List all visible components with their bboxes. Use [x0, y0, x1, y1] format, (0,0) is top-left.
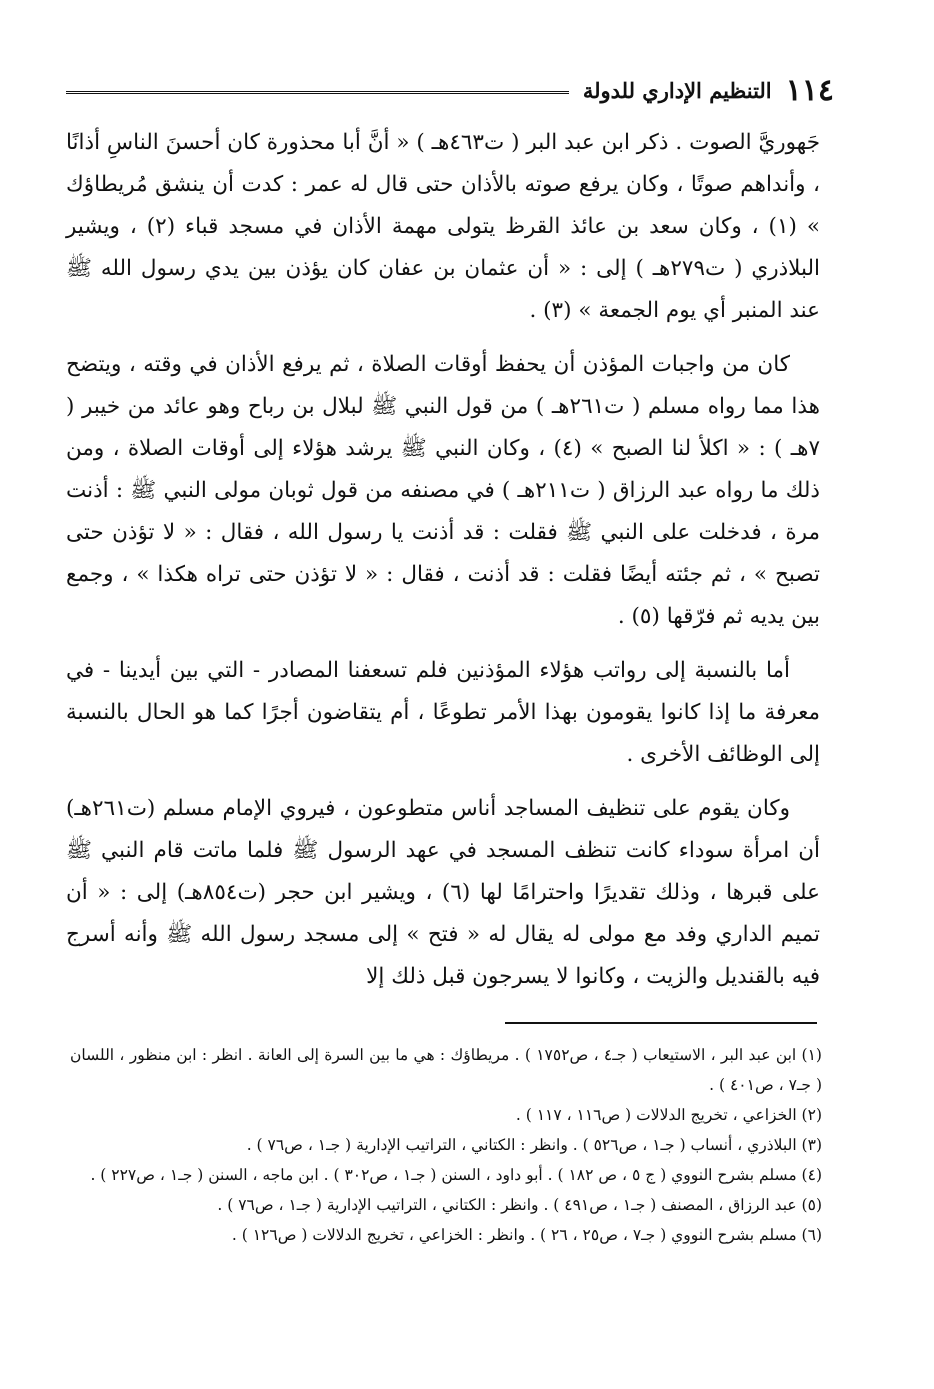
footnote: (٢) الخزاعي ، تخريج الدلالات ( ص١١٦ ، ١١٧ ) . — [515, 1106, 822, 1124]
header-rule — [66, 91, 569, 94]
page-header — [66, 68, 834, 112]
running-title: التنظيم الإداري للدولة — [582, 77, 772, 103]
paragraph: أما بالنسبة إلى رواتب هؤلاء المؤذنين فلم تسعفنا المصادر - التي بين أيدينا - في معرفة ما إذا كانوا يقومون بهذا الأمر تطوعًا ، أم يتقاضون أجرًا كما هو الحال بالنسبة إلى الوظائف الأخرى . — [66, 658, 820, 767]
footnote: (٥) عبد الرزاق ، المصنف ( جـ١ ، ص٤٩١ ) . وانظر : الكتاني ، التراتيب الإدارية ( جـ١ ، ص٧٦ ) . — [217, 1196, 822, 1214]
footnote: (١) ابن عبد البر ، الاستيعاب ( جـ٤ ، ص١٧٥٢ ) . مريطاؤك : هي ما بين السرة إلى العانة . انظر : ابن منظور ، اللسان ( جـ٧ ، ص٤٠١ ) . — [70, 1046, 822, 1094]
footnotes — [70, 1040, 822, 1250]
footnote-separator — [505, 1022, 817, 1024]
paragraph: كان من واجبات المؤذن أن يحفظ أوقات الصلاة ، ثم يرفع الأذان في وقته ، ويتضح هذا مما رواه مسلم ( ت٢٦١هـ ) من قول النبي ﷺ لبلال بن رباح وهو عائد من خيبر ( ٧هـ ) : « اكلأ لنا الصبح » (٤) ، وكان النبي ﷺ يرشد هؤلاء إلى أوقات الصلاة ، ومن ذلك ما رواه عبد الرزاق ( ت٢١١هـ ) في مصنفه من قول ثوبان مولى النبي ﷺ : أذنت مرة ، فدخلت على النبي ﷺ فقلت : قد أذنت يا رسول الله ، فقال : « لا تؤذن حتى تصبح » ، ثم جئته أيضًا فقلت : قد أذنت ، فقال : « لا تؤذن حتى تراه هكذا » ، وجمع بين يديه ثم فرّقها (٥) . — [66, 352, 820, 629]
main-text — [66, 122, 820, 1010]
footnote: (٤) مسلم بشرح النووي ( ج ٥ ، ص ١٨٢ ) . أبو داود ، السنن ( جـ١ ، ص٣٠٢ ) . ابن ماجه ، السنن ( جـ١ ، ص٢٢٧ ) . — [90, 1166, 822, 1184]
paragraph: وكان يقوم على تنظيف المساجد أناس متطوعون ، فيروي الإمام مسلم (ت٢٦١هـ) أن امرأة سوداء كانت تنظف المسجد في عهد الرسول ﷺ فلما ماتت قام النبي ﷺ على قبرها ، وذلك تقديرًا واحترامًا لها (٦) ، ويشير ابن حجر (ت٨٥٤هـ) إلى : « أن تميم الداري وفد مع مولى له يقال له « فتح » إلى مسجد رسول الله ﷺ وأنه أسرج فيه بالقنديل والزيت ، وكانوا لا يسرجون قبل ذلك إلا — [66, 796, 820, 989]
paragraph: جَهوريَّ الصوت . ذكر ابن عبد البر ( ت٤٦٣هـ ) « أنَّ أبا محذورة كان أحسنَ الناسِ أذانًا ، وأنداهم صوتًا ، وكان يرفع صوته بالأذان حتى قال له عمر : كدت أن ينشق مُريطاؤك » (١) ، وكان سعد بن عائذ القرظ يتولى مهمة الأذان في مسجد قباء (٢) ، ويشير البلاذري ( ت٢٧٩هـ ) إلى : « أن عثمان بن عفان كان يؤذن بين يدي رسول الله ﷺ عند المنبر أي يوم الجمعة » (٣) . — [66, 130, 820, 323]
footnote: (٦) مسلم بشرح النووي ( جـ٧ ، ص٢٥ ، ٢٦ ) . وانظر : الخزاعي ، تخريج الدلالات ( ص١٢٦ ) . — [231, 1226, 822, 1244]
footnote: (٣) البلاذري ، أنساب ( جـ١ ، ص٥٢٦ ) . وانظر : الكتاني ، التراتيب الإدارية ( جـ١ ، ص٧٦ ) . — [246, 1136, 822, 1154]
page-number: ١١٤ — [785, 72, 834, 108]
